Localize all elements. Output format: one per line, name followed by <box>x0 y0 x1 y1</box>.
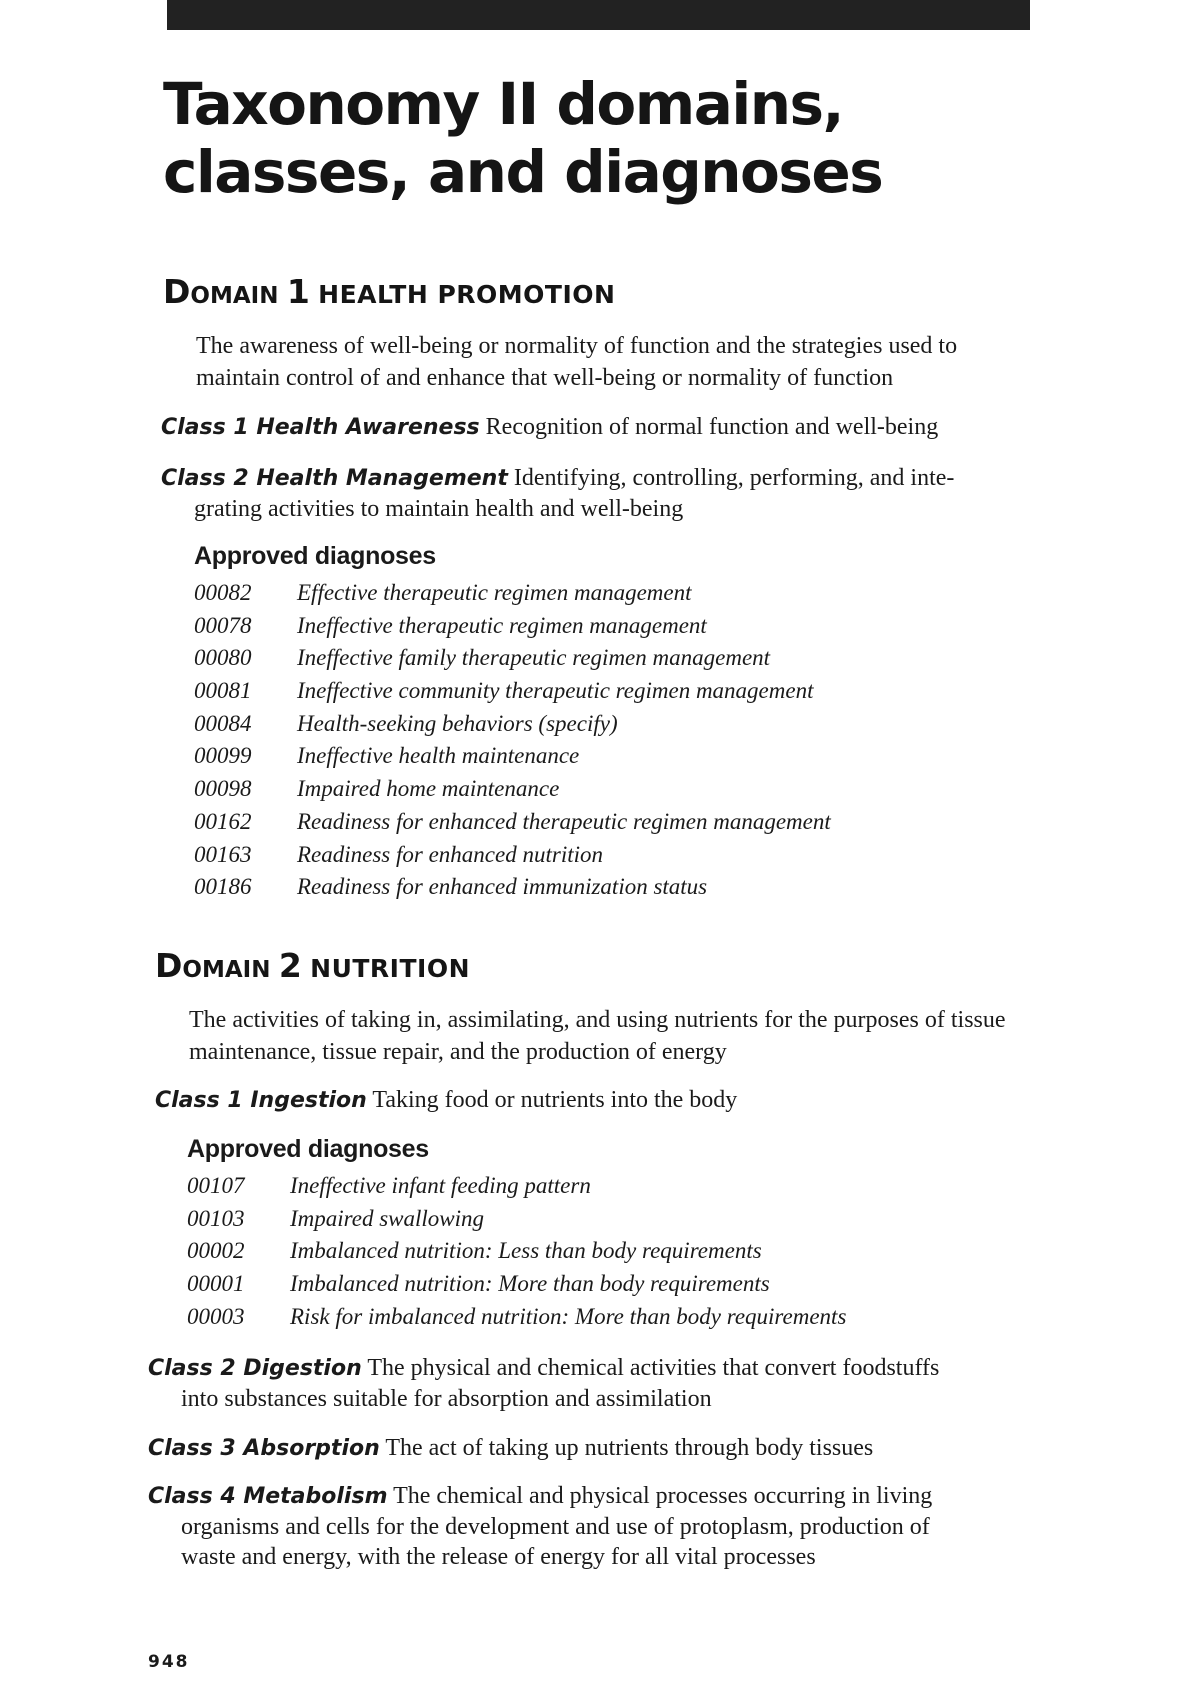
domain-1-diagnosis-list <box>194 577 831 904</box>
page-title: Taxonomy II domains, classes, and diagnoses <box>163 70 883 206</box>
diagnosis-code: 00099 <box>194 743 252 769</box>
diagnosis-name: Ineffective health maintenance <box>297 743 580 769</box>
class-label: Class 2 Health Management <box>161 466 508 491</box>
page-number: 948 <box>148 1652 190 1672</box>
diagnosis-code: 00001 <box>187 1271 245 1297</box>
diagnosis-code: 00084 <box>194 710 252 736</box>
diagnosis-code: 00002 <box>187 1238 245 1264</box>
diagnosis-item <box>194 871 831 904</box>
domain-name: HEALTH PROMOTION <box>318 280 616 309</box>
domain-1-class-1 <box>161 412 1041 443</box>
diagnosis-name: Imbalanced nutrition: Less than body requirements <box>290 1238 762 1264</box>
diagnosis-name: Readiness for enhanced immunization status <box>297 874 708 900</box>
domain-1-heading <box>163 272 615 311</box>
domain-word: Domain <box>163 272 279 311</box>
diagnosis-name: Impaired swallowing <box>290 1205 485 1231</box>
domain-1-approved-heading: Approved diagnoses <box>194 542 436 570</box>
domain-word: Domain <box>155 946 271 985</box>
class-description: The physical and chemical activities that convert foodstuffs <box>367 1355 940 1381</box>
domain-2-approved-heading: Approved diagnoses <box>187 1135 429 1163</box>
class-description-cont: organisms and cells for the development and use of protoplasm, production of <box>181 1514 930 1540</box>
domain-2-diagnosis-list <box>187 1170 846 1333</box>
diagnosis-name: Ineffective infant feeding pattern <box>290 1173 591 1198</box>
class-description-cont: into substances suitable for absorption and assimilation <box>181 1386 712 1412</box>
domain-2-class-4 <box>148 1481 1048 1572</box>
domain-name: NUTRITION <box>310 954 470 983</box>
domain-2-description: The activities of taking in, assimilating, and using nutrients for the purposes of tissue maintenance, tissue repair, and the production of energy <box>189 1007 1006 1065</box>
domain-1-description: The awareness of well-being or normality of function and the strategies used to maintain control of and enhance that well-being or normality of function <box>196 333 958 391</box>
diagnosis-name: Impaired home maintenance <box>297 776 560 802</box>
diagnosis-code: 00003 <box>187 1303 245 1329</box>
class-description: Recognition of normal function and well-being <box>485 414 939 440</box>
diagnosis-name: Ineffective community therapeutic regimen management <box>297 678 814 704</box>
diagnosis-code: 00082 <box>194 580 252 605</box>
class-label: Class 1 Health Awareness <box>161 415 480 440</box>
diagnosis-name: Health-seeking behaviors (specify) <box>297 710 618 736</box>
diagnosis-code: 00098 <box>194 776 252 802</box>
diagnosis-code: 00081 <box>194 678 252 704</box>
diagnosis-name: Ineffective family therapeutic regimen management <box>297 645 771 671</box>
class-description: The chemical and physical processes occurring in living <box>393 1483 933 1509</box>
diagnosis-code: 00107 <box>187 1173 245 1198</box>
diagnosis-item <box>187 1170 846 1203</box>
diagnosis-code: 00080 <box>194 645 252 671</box>
diagnosis-item <box>194 675 831 708</box>
diagnosis-name: Imbalanced nutrition: More than body requirements <box>290 1271 770 1297</box>
diagnosis-code: 00163 <box>194 841 252 867</box>
diagnosis-item <box>187 1268 846 1301</box>
diagnosis-code: 00078 <box>194 612 252 638</box>
domain-number: 2 <box>278 946 302 985</box>
diagnosis-name: Ineffective therapeutic regimen management <box>297 612 707 638</box>
domain-2-heading <box>155 946 470 985</box>
class-label: Class 1 Ingestion <box>155 1088 367 1113</box>
diagnosis-item <box>194 642 831 675</box>
domain-2-class-2 <box>148 1353 1048 1414</box>
diagnosis-item <box>194 740 831 773</box>
diagnosis-item <box>187 1203 846 1236</box>
domain-number: 1 <box>286 272 310 311</box>
class-description-cont: waste and energy, with the release of energy for all vital processes <box>181 1544 816 1570</box>
diagnosis-item <box>194 610 831 643</box>
diagnosis-name: Readiness for enhanced therapeutic regimen management <box>297 808 831 834</box>
diagnosis-name: Effective therapeutic regimen management <box>297 580 692 605</box>
class-label: Class 4 Metabolism <box>148 1484 388 1509</box>
diagnosis-item <box>194 577 831 610</box>
diagnosis-item <box>187 1235 846 1268</box>
diagnosis-item <box>194 806 831 839</box>
header-bar <box>167 0 1030 30</box>
domain-1-class-2 <box>161 463 1061 524</box>
diagnosis-code: 00103 <box>187 1205 245 1231</box>
class-description-cont: grating activities to maintain health and well-being <box>194 496 684 522</box>
class-label: Class 3 Absorption <box>148 1436 380 1461</box>
class-description: Taking food or nutrients into the body <box>372 1087 738 1113</box>
diagnosis-code: 00186 <box>194 874 252 900</box>
diagnosis-item <box>194 708 831 741</box>
class-description: The act of taking up nutrients through body tissues <box>385 1435 874 1461</box>
diagnosis-item <box>194 773 831 806</box>
class-description: Identifying, controlling, performing, and inte- <box>513 465 955 491</box>
diagnosis-name: Risk for imbalanced nutrition: More than body requirements <box>290 1303 847 1329</box>
diagnosis-code: 00162 <box>194 808 252 834</box>
class-label: Class 2 Digestion <box>148 1356 362 1381</box>
domain-2-class-1 <box>155 1085 1035 1116</box>
diagnosis-item <box>187 1301 846 1334</box>
diagnosis-item <box>194 839 831 872</box>
domain-2-class-3 <box>148 1433 1048 1464</box>
diagnosis-name: Readiness for enhanced nutrition <box>297 841 603 867</box>
